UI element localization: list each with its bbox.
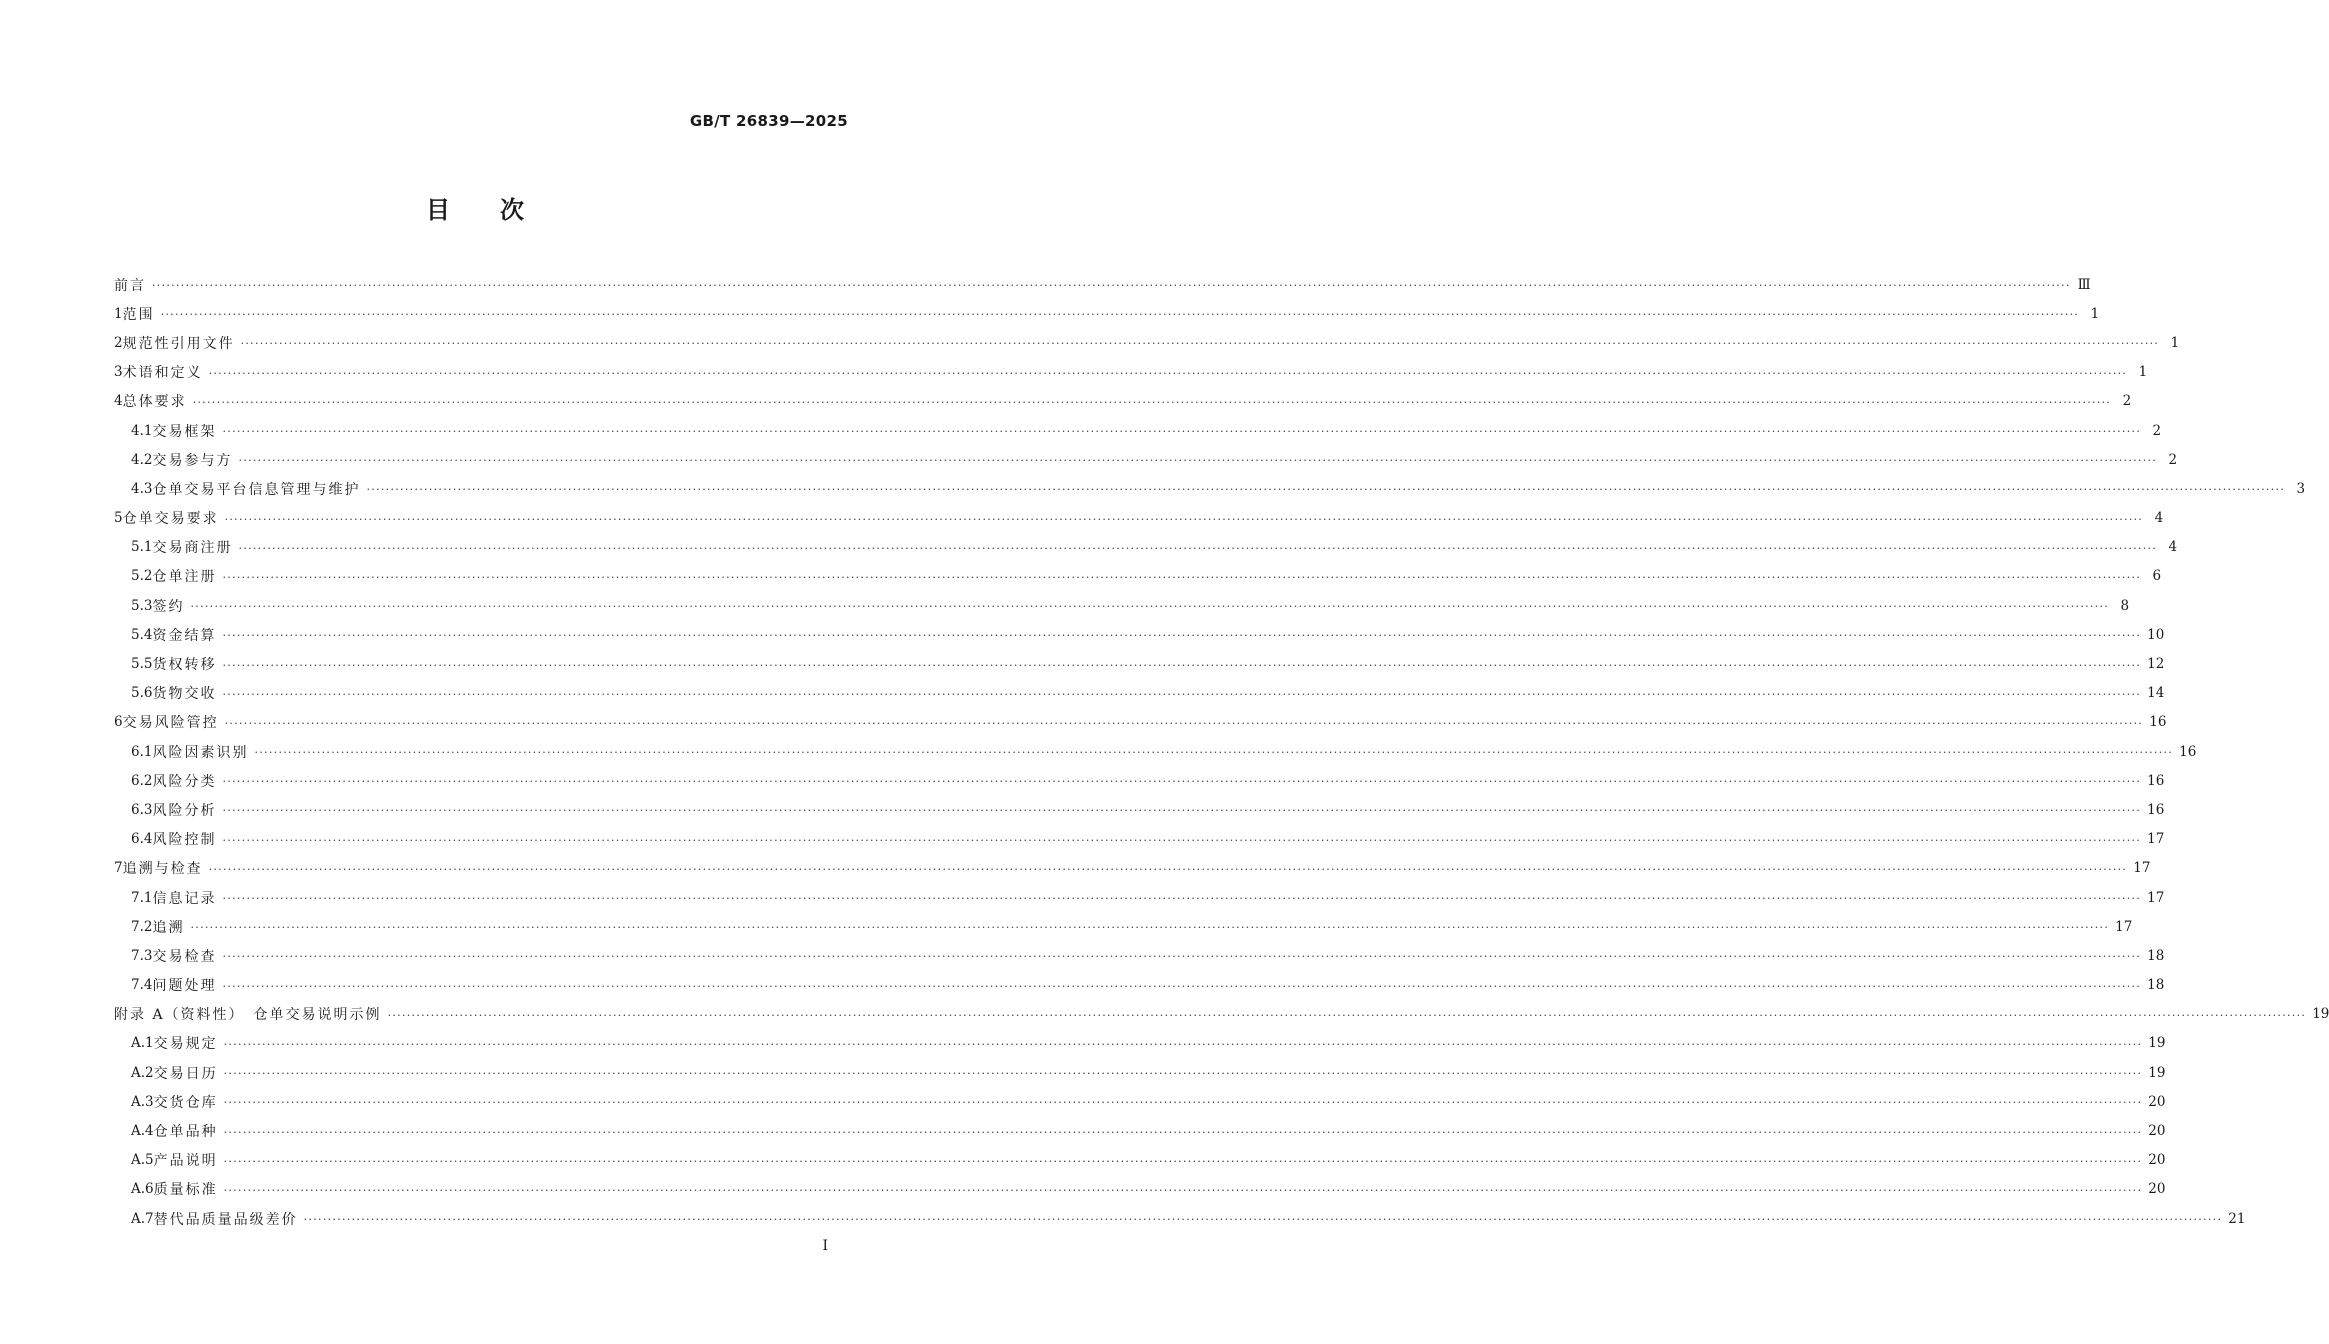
toc-entry-page: 4 (2154, 510, 2164, 527)
toc-entry[interactable] (114, 1000, 2329, 1029)
document-code: GB/T 26839—2025 (689, 112, 848, 130)
toc-entry[interactable] (114, 328, 2180, 357)
toc-entry-title: 货物交收 (152, 686, 217, 703)
toc-entry[interactable] (114, 737, 2197, 766)
toc-dot-leader: ················································································································································································································································································································································································································ (208, 366, 2128, 380)
toc-entry-number: 5.2 (131, 568, 153, 585)
toc-entry-page: 8 (2120, 597, 2130, 614)
toc-entry[interactable] (114, 270, 2091, 299)
toc-entry[interactable] (114, 679, 2165, 708)
toc-entry-title: 交易规定 (153, 1036, 218, 1053)
toc-entry-number: 5.4 (131, 626, 153, 643)
toc-entry-title: 仓单品种 (153, 1124, 218, 1141)
toc-entry-title: 交易商注册 (152, 540, 233, 557)
toc-entry-title: 货权转移 (152, 657, 217, 674)
toc-entry-title: 交易风险管控 (122, 715, 219, 732)
toc-entry-number: 4.3 (131, 480, 153, 497)
toc-entry[interactable] (114, 883, 2165, 912)
toc-entry-number: 6.1 (131, 743, 153, 760)
toc-dot-leader: ················································································································································································································································································································································································································ (387, 1008, 2307, 1022)
toc-entry-page: 17 (2115, 918, 2133, 935)
toc-entry-page: Ⅲ (2077, 276, 2091, 293)
toc-entry-page: 19 (2148, 1064, 2166, 1081)
toc-dot-leader: ················································································································································································································································································································································································································ (223, 1037, 2143, 1051)
toc-entry-page: 1 (2170, 334, 2180, 351)
toc-dot-leader: ················································································································································································································································································································································································································ (192, 395, 2112, 409)
toc-entry[interactable] (114, 941, 2165, 970)
toc-entry-title: 产品说明 (153, 1153, 218, 1170)
toc-entry-page: 1 (2138, 364, 2148, 381)
toc-entry-number: A.3 (131, 1093, 154, 1110)
toc-entry[interactable] (114, 358, 2148, 387)
toc-entry-title: 范围 (122, 306, 155, 323)
toc-entry-page: 16 (2147, 772, 2165, 789)
toc-entry[interactable] (114, 766, 2165, 795)
toc-entry-number: A.7 (131, 1210, 154, 1227)
toc-entry-title: 追溯与检查 (122, 861, 203, 878)
toc-entry-page: 19 (2312, 1006, 2329, 1023)
toc-entry-page: 16 (2147, 801, 2165, 818)
toc-dot-leader: ················································································································································································································································································································································································································ (222, 950, 2142, 964)
toc-entry-number: 5.3 (131, 597, 153, 614)
toc-dot-leader: ················································································································································································································································································································································································································ (238, 454, 2158, 468)
toc-entry-page: 16 (2179, 743, 2197, 760)
toc-dot-leader: ················································································································································································································································································································································································································ (223, 1125, 2143, 1139)
toc-dot-leader: ················································································································································································································································································································································································································ (223, 1154, 2143, 1168)
toc-dot-leader: ················································································································································································································································································································································································································ (240, 337, 2160, 351)
toc-entry[interactable] (114, 591, 2130, 620)
toc-entry[interactable] (114, 1087, 2166, 1116)
toc-entry-number: 4 (114, 393, 123, 410)
toc-dot-leader: ················································································································································································································································································································································································································ (208, 862, 2128, 876)
toc-entry-title: 交易参与方 (152, 452, 233, 469)
toc-entry[interactable] (114, 504, 2164, 533)
toc-dot-leader: ················································································································································································································································································································································································································ (222, 687, 2142, 701)
toc-entry-page: 3 (2296, 480, 2306, 497)
table-of-contents (114, 270, 2329, 1233)
toc-entry[interactable] (114, 562, 2162, 591)
toc-entry-title: 签约 (152, 598, 185, 615)
toc-entry[interactable] (114, 1029, 2166, 1058)
toc-entry-title: 仓单交易要求 (122, 511, 219, 528)
toc-entry-page: 17 (2147, 889, 2165, 906)
toc-entry-title: 替代品质量品级差价 (153, 1211, 298, 1228)
toc-entry[interactable] (114, 1204, 2246, 1233)
toc-dot-leader: ················································································································································································································································································································································································································ (223, 1067, 2143, 1081)
toc-entry-number: 1 (114, 305, 123, 322)
toc-dot-leader: ················································································································································································································································································································································································································ (303, 1213, 2223, 1227)
toc-entry-page: 16 (2149, 714, 2167, 731)
toc-entry-title: 术语和定义 (122, 365, 203, 382)
toc-entry-number: 5.5 (131, 656, 153, 673)
toc-entry-title: 质量标准 (153, 1182, 218, 1199)
toc-entry-number: 7.4 (131, 977, 153, 994)
toc-entry-number: 5 (114, 510, 123, 527)
toc-entry[interactable] (114, 971, 2165, 1000)
toc-entry-number: A.4 (131, 1123, 154, 1140)
toc-entry-page: 20 (2148, 1181, 2166, 1198)
toc-dot-leader: ················································································································································································································································································································································································································ (190, 600, 2110, 614)
toc-entry[interactable] (114, 1146, 2166, 1175)
toc-entry-title: 问题处理 (152, 978, 217, 995)
toc-entry-page: 20 (2148, 1123, 2166, 1140)
toc-entry-page: 20 (2148, 1093, 2166, 1110)
toc-dot-leader: ················································································································································································································································································································································································································ (224, 716, 2144, 730)
toc-dot-leader: ················································································································································································································································································································································································································ (152, 279, 2071, 293)
toc-entry-number: A.6 (131, 1181, 154, 1198)
toc-entry-number: 7.1 (131, 889, 153, 906)
toc-dot-leader: ················································································································································································································································································································································································································ (222, 658, 2142, 672)
toc-entry[interactable] (114, 474, 2306, 503)
toc-dot-leader: ················································································································································································································································································································································································································ (190, 921, 2110, 935)
toc-entry-page: 2 (2152, 422, 2162, 439)
toc-entry-number: 3 (114, 364, 123, 381)
toc-dot-leader: ················································································································································································································································································································································································································ (222, 804, 2142, 818)
toc-entry-title: 前言 (114, 277, 146, 294)
toc-entry-page: 21 (2228, 1210, 2246, 1227)
toc-entry[interactable] (114, 387, 2132, 416)
toc-entry[interactable] (114, 795, 2165, 824)
toc-entry-title: 仓单注册 (152, 569, 217, 586)
toc-entry-number: 4.2 (131, 451, 153, 468)
toc-dot-leader: ················································································································································································································································································································································································································ (238, 541, 2158, 555)
toc-entry-title: 交货仓库 (153, 1094, 218, 1111)
toc-entry-page: 19 (2148, 1035, 2166, 1052)
toc-entry-title: 信息记录 (152, 890, 217, 907)
toc-entry-page: 20 (2148, 1152, 2166, 1169)
toc-entry-title: 规范性引用文件 (122, 335, 235, 352)
toc-entry-title: 风险分析 (152, 802, 217, 819)
toc-entry-page: 4 (2168, 539, 2178, 556)
toc-entry-title: 交易检查 (152, 948, 217, 965)
toc-entry[interactable] (114, 708, 2167, 737)
toc-entry[interactable] (114, 1116, 2166, 1145)
toc-dot-leader: ················································································································································································································································································································································································································ (222, 570, 2142, 584)
toc-dot-leader: ················································································································································································································································································································································································································ (222, 775, 2142, 789)
toc-dot-leader: ················································································································································································································································································································································································································ (222, 892, 2142, 906)
toc-entry-page: 1 (2090, 305, 2100, 322)
toc-entry-number: 7.2 (131, 918, 153, 935)
toc-dot-leader: ················································································································································································································································································································································································································ (223, 1183, 2143, 1197)
toc-entry-number: 6.2 (131, 772, 153, 789)
toc-entry[interactable] (114, 445, 2178, 474)
toc-entry-number: 6.4 (131, 831, 153, 848)
toc-entry[interactable] (114, 1058, 2166, 1087)
toc-entry-page: 12 (2147, 656, 2165, 673)
toc-dot-leader: ················································································································································································································································································································································································································ (160, 308, 2080, 322)
toc-entry-title: 风险因素识别 (152, 744, 249, 761)
toc-entry-number: 4.1 (131, 422, 153, 439)
toc-entry-number: A.1 (131, 1035, 154, 1052)
toc-entry[interactable] (114, 1175, 2166, 1204)
toc-entry-number: 2 (114, 334, 123, 351)
page-number: I (822, 1238, 828, 1254)
toc-entry-number: 6 (114, 714, 123, 731)
toc-entry[interactable] (114, 912, 2133, 941)
toc-entry-number: 5.6 (131, 685, 153, 702)
toc-entry-page: 14 (2147, 685, 2165, 702)
toc-entry-page: 10 (2147, 626, 2165, 643)
toc-dot-leader: ················································································································································································································································································································································································································ (222, 629, 2142, 643)
toc-dot-leader: ················································································································································································································································································································································································································ (254, 746, 2174, 760)
toc-entry[interactable] (114, 649, 2165, 678)
toc-entry[interactable] (114, 825, 2165, 854)
toc-entry-title: 风险分类 (152, 773, 217, 790)
toc-entry[interactable] (114, 620, 2165, 649)
toc-entry-title: 追溯 (152, 919, 185, 936)
toc-entry-page: 6 (2152, 568, 2162, 585)
toc-entry[interactable] (114, 416, 2162, 445)
toc-entry-page: 2 (2168, 451, 2178, 468)
toc-entry-page: 18 (2147, 947, 2165, 964)
toc-entry-title: 仓单交易平台信息管理与维护 (152, 481, 361, 498)
toc-entry-page: 17 (2147, 831, 2165, 848)
toc-entry-title: 交易日历 (153, 1065, 218, 1082)
toc-entry-number: 5.1 (131, 539, 153, 556)
toc-entry-number: A.2 (131, 1064, 154, 1081)
toc-dot-leader: ················································································································································································································································································································································································································ (222, 425, 2142, 439)
toc-entry-page: 18 (2147, 977, 2165, 994)
toc-dot-leader: ················································································································································································································································································································································································································ (224, 512, 2144, 526)
toc-dot-leader: ················································································································································································································································································································································································································ (223, 1096, 2143, 1110)
toc-entry-title: 总体要求 (122, 394, 187, 411)
toc-entry-number: 7.3 (131, 947, 153, 964)
toc-entry-title: 资金结算 (152, 627, 217, 644)
toc-entry-title: 交易框架 (152, 423, 217, 440)
toc-entry[interactable] (114, 854, 2151, 883)
toc-entry-title: 风险控制 (152, 832, 217, 849)
toc-entry-number: 7 (114, 860, 123, 877)
toc-entry-title: 附录 A（资料性） 仓单交易说明示例 (114, 1007, 382, 1024)
toc-entry-number: 6.3 (131, 801, 153, 818)
page-title: 目次 (426, 196, 574, 224)
toc-entry[interactable] (114, 299, 2100, 328)
toc-dot-leader: ················································································································································································································································································································································································································ (222, 833, 2142, 847)
toc-entry-page: 2 (2122, 393, 2132, 410)
toc-entry-number: A.5 (131, 1152, 154, 1169)
toc-entry[interactable] (114, 533, 2178, 562)
toc-dot-leader: ················································································································································································································································································································································································································ (366, 483, 2286, 497)
toc-entry-page: 17 (2133, 860, 2151, 877)
toc-dot-leader: ················································································································································································································································································································································································································ (222, 979, 2142, 993)
